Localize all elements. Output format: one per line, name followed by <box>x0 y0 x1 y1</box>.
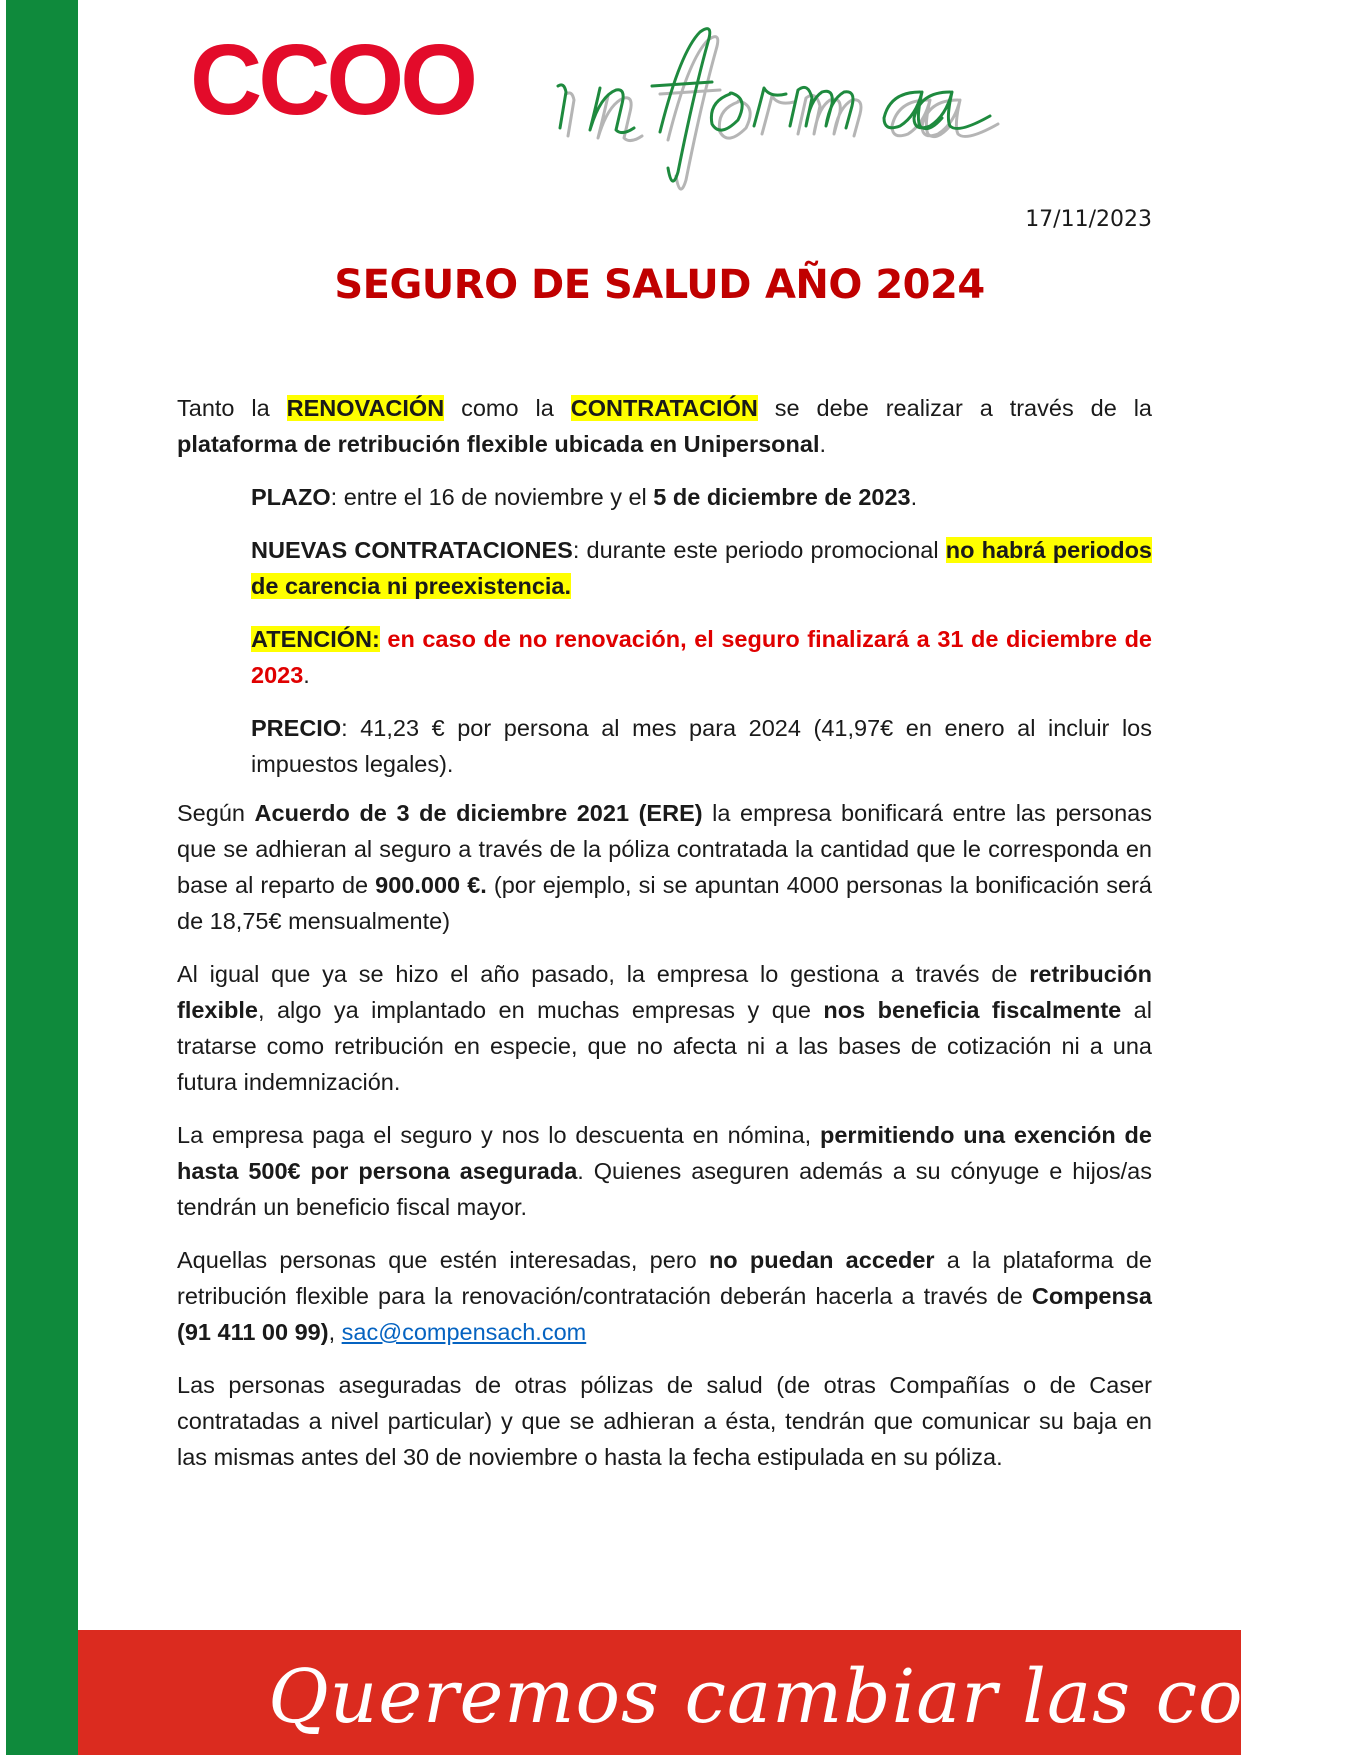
precio-label: PRECIO <box>251 715 342 741</box>
footer-banner <box>78 1630 1367 1755</box>
email-link[interactable]: sac@compensach.com <box>341 1319 587 1345</box>
plazo-label: PLAZO <box>251 484 331 510</box>
nuevas-label: NUEVAS CONTRATACIONES <box>251 537 573 563</box>
text: , algo ya implantado en muchas empresas y que <box>257 997 824 1023</box>
text: Según <box>177 800 255 826</box>
text: La empresa paga el seguro y nos lo descuenta en nómina, <box>177 1122 820 1148</box>
text: (por ejemplo, si se apuntan 4000 personas la bonificación será de 18,75€ mensualmente) <box>177 872 1152 934</box>
nomina-paragraph <box>177 1117 1152 1225</box>
logo-ccoo-text: CCOO <box>190 24 474 136</box>
text: como la <box>444 395 571 421</box>
plazo-date: 5 de diciembre de 2023 <box>653 484 911 510</box>
text: : durante este periodo promocional <box>572 537 946 563</box>
platform-name: plataforma de retribución flexible ubicada en Unipersonal <box>177 431 820 457</box>
nuevas-paragraph <box>251 532 1152 604</box>
atencion-paragraph <box>251 621 1152 693</box>
document-body <box>177 390 1152 1492</box>
retribucion-paragraph <box>177 956 1152 1100</box>
text: : entre el 16 de noviembre y el <box>330 484 654 510</box>
document-title <box>78 262 1241 308</box>
acuerdo-paragraph <box>177 795 1152 939</box>
green-side-bar <box>6 0 78 1755</box>
text: . <box>303 662 310 688</box>
no-acceder-bold: no puedan acceder <box>708 1247 935 1273</box>
logo-informa-script <box>540 14 1050 184</box>
beneficio-bold: nos beneficia fiscalmente <box>823 997 1122 1023</box>
ccoo-informa-logo <box>190 14 1050 184</box>
text: Aquellas personas que estén interesadas, pero <box>177 1247 709 1273</box>
compensa-bold: Compensa (91 411 00 99) <box>177 1283 1152 1345</box>
renovacion-highlight: RENOVACIÓN <box>286 395 445 421</box>
text: se debe realizar a través de la <box>757 395 1152 421</box>
footer-slogan: Queremos cambiar las cosas <box>268 1654 1367 1740</box>
atencion-label: ATENCIÓN: <box>251 626 380 652</box>
text: , <box>328 1319 342 1345</box>
title-part1: SEGURO DE SALUD <box>334 262 751 308</box>
text: la empresa bonificará entre las personas que se adhieran al seguro a través de la póliza contratada la cantidad que le corresponda en base al reparto de <box>177 800 1152 898</box>
nuevas-highlight: no habrá periodos de carencia ni preexistencia. <box>251 537 1153 599</box>
text: . <box>910 484 918 510</box>
exencion-bold: permitiendo una exención de hasta 500€ por persona asegurada <box>177 1122 1152 1184</box>
contratacion-highlight: CONTRATACIÓN <box>570 395 758 421</box>
text: : 41,23 € por persona al mes para 2024 (41,97€ en enero al incluir los impuestos legales). <box>251 715 1152 777</box>
atencion-text: en caso de no renovación, el seguro finalizará a 31 de diciembre de 2023 <box>251 626 1152 688</box>
plazo-paragraph <box>251 479 1152 515</box>
text: al tratarse como retribución en especie, que no afecta ni a las bases de cotización ni a una futura indemnización. <box>177 997 1152 1095</box>
document-date: 17/11/2023 <box>1025 207 1152 232</box>
otras-polizas-paragraph: Las personas aseguradas de otras pólizas de salud (de otras Compañías o de Caser contratadas a nivel particular) y que se adhieran a ésta, tendrán que comunicar su baja en las mismas antes del 30 de noviembre o hasta la fecha estipulada en su póliza. <box>177 1372 1152 1470</box>
intro-paragraph <box>177 390 1152 462</box>
text: Al igual que ya se hizo el año pasado, la empresa lo gestiona a través de <box>177 961 1030 987</box>
precio-paragraph <box>251 710 1152 782</box>
title-part2: AÑO 2024 <box>764 262 985 308</box>
acuerdo-bold: Acuerdo de 3 de diciembre 2021 (ERE) <box>254 800 703 826</box>
text: . Quienes aseguren además a su cónyuge e hijos/as tendrán un beneficio fiscal mayor. <box>177 1158 1152 1220</box>
acceso-paragraph <box>177 1242 1152 1350</box>
amount-bold: 900.000 €. <box>375 872 487 898</box>
text: a la plataforma de retribución flexible para la renovación/contratación deberán hacerla a través de <box>177 1247 1152 1309</box>
retribucion-bold: retribución flexible <box>177 961 1152 1023</box>
text: Tanto la <box>177 395 287 421</box>
text: . <box>819 431 827 457</box>
